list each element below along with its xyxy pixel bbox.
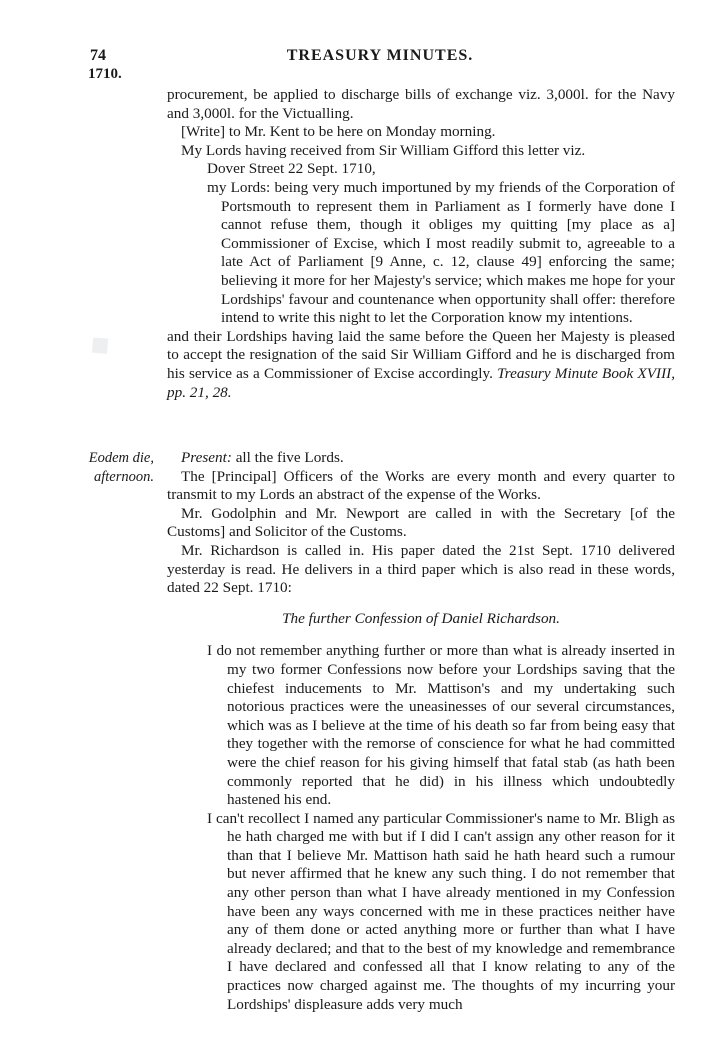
source-reference: Treasury Minute Book XVIII, pp. 21, 28.: [167, 364, 675, 401]
paragraph-resignation: and their Lordships having laid the same before the Queen her Majesty is pleased to accept the resignation of the said Sir William Gifford and he is discharged from his service as a Commissioner of Excise accordingly. Treasury Minute Book XVIII, pp. 21, 28.: [167, 327, 675, 401]
confession-heading: The further Confession of Daniel Richardson.: [282, 609, 560, 627]
paragraph-works: The [Principal] Officers of the Works are every month and every quarter to transmit to my Lords an abstract of the expense of the Works.: [167, 467, 675, 504]
paragraph-gifford-letter-intro: My Lords having received from Sir William Gifford this letter viz.: [181, 141, 586, 159]
running-title: TREASURY MINUTES.: [286, 47, 474, 64]
minute-section-afternoon: [167, 449, 675, 1014]
watermark: ◆: [82, 325, 126, 368]
confession-paragraph-2: I can't recollect I named any particular Commissioner's name to Mr. Bligh as he hath charged me with but if I did I can't assign any other reason for it than that I believe Mr. Mattison hath said he hath heard such a rumour but never affirmed that he knew any such thing. I do not remember that any other person than what I have already mentioned in my Confession have been any ways concerned with me in these practices neither have any of them done or acted anything more or further than what I have already declared; and that to the best of my knowledge and remembrance I have declared and confessed all that I know relating to any of the practices now charged against me. The thoughts of my incurring your Lordships' displeasure adds very much: [207, 809, 675, 1013]
minute-section-morning: [167, 86, 675, 402]
paragraph-bills: procurement, be applied to discharge bills of exchange viz. 3,000l. for the Navy and 3,000l. for the Victualling.: [167, 86, 675, 122]
letter-body: my Lords: being very much importuned by my friends of the Corporation of Portsmouth to represent them in Parliament as I formerly have done I cannot refuse them, though it obliges my quitting [my place as a] Commissioner of Excise, which I most readily submit to, agreeable to a late Act of Parliament [9 Anne, c. 12, clause 49] enforcing the same; believing it more for her Majesty's service; which makes me hope for your Lordships' favour and countenance when opportunity shall offer: therefore intend to write this night to let the Corporation know my intentions.: [207, 178, 675, 327]
paragraph-present: Present: all the five Lords.: [181, 449, 344, 466]
paragraph-customs: Mr. Godolphin and Mr. Newport are called in with the Secretary [of the Customs] and Solicitor of the Customs.: [167, 504, 675, 541]
confession-paragraph-1: I do not remember anything further or more than what is already inserted in my two former Confessions now before your Lordships saving that the chiefest inducements to Mr. Mattison's and my undertaking such notorious practices were the uneasinesses of our several circumstances, which was as I believe at the time of his death so far from being easy that they together with the remorse of conscience for what he had committed were the chief reason for his giving himself that fatal stab (as hath been commonly reported that he did) in his illness which undoubtedly hastened his end.: [207, 642, 675, 809]
paragraph-richardson: Mr. Richardson is called in. His paper dated the 21st Sept. 1710 delivered yesterday is read. He delivers in a third paper which is also read in these words, dated 22 Sept. 1710:: [167, 541, 675, 597]
margin-note-afternoon: Eodem die, afternoon.: [88, 450, 154, 485]
paragraph-write-kent: [Write] to Mr. Kent to be here on Monday morning.: [181, 123, 496, 141]
page-number: 74: [90, 47, 106, 64]
margin-year: 1710.: [88, 66, 122, 82]
letter-dateline: Dover Street 22 Sept. 1710,: [207, 160, 376, 178]
